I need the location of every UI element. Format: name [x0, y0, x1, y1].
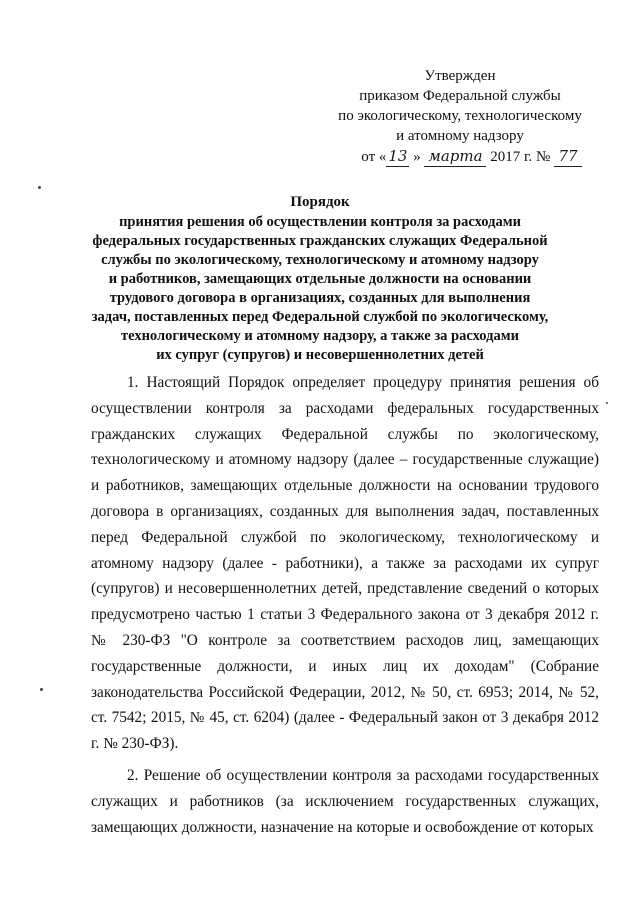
scan-speck: [40, 688, 43, 691]
approval-line: Утвержден: [424, 68, 496, 84]
paragraph-1: 1. Настоящий Порядок определяет процедуру принятия решения об осуществлении контроля за расходами федеральных государственных гражданских служащих Федеральной службы по экологическому, технологическому и атомному надзору (далее – государственные служащие) и работников, замещающих отдельные должности на основании трудового договора в организациях, созданных для выполнения задач, поставленных перед Федеральной службой по экологическому, технологическому и атомному надзору (далее - работники), а также за расходами их супруг (супругов) и несовершеннолетних детей, представление сведений о которых предусмотрено частью 1 статьи 3 Федерального закона от 3 декабря 2012 г. № 230-ФЗ "О контроле за соответствием расходов лиц, замещающих государственные должности, и иных лиц их доходам" (Собрание законодательства Российской Федерации, 2012, № 50, ст. 6953; 2014, № 52, ст. 7542; 2015, № 45, ст. 6204) (далее - Федеральный закон от 3 декабря 2012 г. № 230-ФЗ).: [91, 374, 599, 753]
approval-line: приказом Федеральной службы: [359, 88, 561, 104]
heading-line: и работников, замещающих отдельные должности на основании: [108, 271, 532, 287]
date-year: 2017 г.: [490, 149, 533, 165]
scan-speck: [606, 402, 608, 404]
approval-line: по экологическому, технологическому: [338, 108, 582, 124]
handwritten-number: 77: [554, 146, 582, 167]
heading-title: Порядок: [290, 194, 350, 210]
approval-line: и атомному надзору: [396, 128, 524, 144]
approval-date-line: [330, 146, 590, 167]
date-quote: »: [413, 149, 421, 165]
heading-line: технологическому и атомному надзору, а также за расходами: [121, 328, 519, 344]
heading-line: трудового договора в организациях, созданных для выполнения: [109, 290, 531, 306]
heading-line: их супруг (супругов) и несовершеннолетних детей: [156, 347, 484, 363]
paragraph-2: 2. Решение об осуществлении контроля за расходами государственных служащих и работников (за исключением государственных служащих, замещающих должности, назначение на которые и освобождение от которых: [91, 766, 599, 836]
handwritten-day: 13: [388, 147, 408, 165]
number-sign: №: [535, 149, 551, 165]
heading-line: службы по экологическому, технологическому и атомному надзору: [101, 252, 539, 268]
approval-block: [330, 66, 590, 167]
scan-speck: [38, 186, 41, 189]
handwritten-month: марта: [424, 146, 486, 167]
date-prefix: от «: [361, 149, 387, 165]
document-heading: [60, 193, 580, 365]
heading-line: задач, поставленных перед Федеральной службой по экологическому,: [91, 309, 549, 325]
heading-line: федеральных государственных гражданских служащих Федеральной: [92, 233, 548, 249]
document-body: [91, 370, 599, 840]
heading-line: принятия решения об осуществлении контроля за расходами: [119, 214, 521, 230]
